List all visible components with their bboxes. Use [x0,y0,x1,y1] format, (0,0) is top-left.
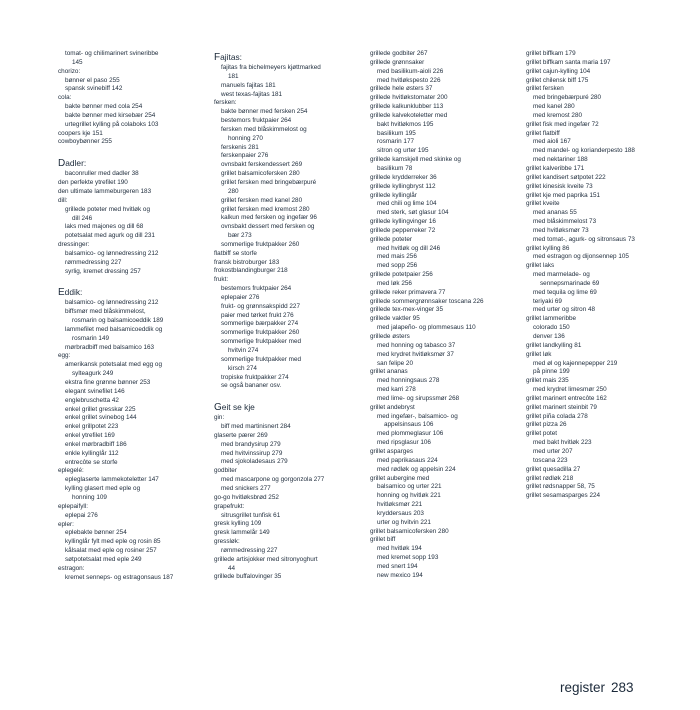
index-subentry: paier med tørket frukt 276 [221,311,294,319]
index-entry: grillet piña colada 278 [526,412,588,420]
index-subentry: teriyaki 69 [533,297,562,305]
index-subentry: med tomat-, agurk- og sitronsaus 73 [533,235,635,243]
index-subentry: med kremost 280 [533,111,583,119]
index-entry: gresk kylling 109 [214,520,262,528]
index-entry: grillet potet [526,430,558,438]
index-subentry: honning og hvitløk 221 [377,492,441,500]
index-subentry: med snert 194 [377,562,418,570]
index-entry: grillede østers [370,333,410,340]
index-subentry: med brandysirup 279 [221,440,281,448]
index-subentry: new mexico 194 [377,571,423,579]
index-entry: grillede buffalovinger 35 [214,573,282,581]
index-entry: chorizo: [58,67,81,75]
index-subentry: med hvitløk og dill 246 [377,244,441,252]
index-subentry: med hvitvinssirup 279 [221,449,283,457]
index-subentry: balsamico- og lønnedressing 212 [65,299,159,307]
index-subentry: entrecôte se storfe [65,458,118,466]
index-subentry: denver 136 [533,333,565,340]
index-subentry: rosmarin 177 [377,138,415,146]
index-subentry: kålsalat med eple og rosiner 257 [65,547,157,555]
index-subentry: se også bananer osv. [221,382,282,390]
index-subentry: kalkun med fersken og ingefær 96 [221,214,317,222]
index-subentry: 280 [228,187,239,195]
index-subentry: toscana 223 [533,456,568,464]
index-subentry: bakte bønner med cola 254 [65,103,143,111]
index-entry: den ultimate lammeburgeren 183 [58,187,152,195]
index-entry: grillet mais 235 [526,377,569,385]
index-entry: grillet marinert entrecôte 162 [526,394,607,402]
index-subentry: enkel ytrefilet 169 [65,432,115,440]
index-entry: grillet kandisert søtpotet 222 [526,173,606,181]
index-subentry: dill 246 [72,214,93,222]
index-column-4 [526,50,676,501]
index-subentry: med karri 278 [377,386,416,394]
index-subentry: biffsmør med blåskimmelost, [65,308,146,316]
index-subentry: eplebakte bønner 254 [65,529,127,537]
index-subentry: honning 109 [72,493,107,501]
index-subentry: 181 [228,72,239,80]
index-entry: grillede pepperreker 72 [370,226,436,234]
index-entry: gressløk: [214,538,240,546]
index-subentry: rosmarin og balsamicoeddik 189 [72,317,164,325]
index-subentry: sommerlige fruktpakker 260 [221,329,300,337]
index-entry: grillede kalkunklubber 113 [370,103,444,111]
index-subentry: ovnsbakt ferskendessert 269 [221,161,303,169]
index-entry: grillet aubergine med [370,474,430,482]
index-entry: grillet chilensk biff 175 [526,76,589,84]
footer-section-label: register [560,680,606,695]
index-subentry: bestemors fruktpaier 264 [221,117,292,125]
index-subentry: kremet senneps- og estragonsaus 187 [65,573,174,581]
index-subentry: sommerlige fruktpakker med [221,338,302,346]
index-column-2 [214,50,362,582]
index-entry: grillede kalvekoteletter med [370,111,448,119]
index-subentry: 44 [228,564,236,572]
index-subentry: ferskenis 281 [221,143,259,151]
index-entry: grillet løk [526,350,552,358]
index-subentry: med mais 256 [377,253,417,261]
index-subentry: med hvitløk 194 [377,545,422,553]
index-entry: grillet pizza 26 [526,421,567,429]
index-subentry: biff med martinisnert 284 [221,423,291,431]
index-entry: frokostblandingburger 218 [214,267,288,275]
index-entry: grillet rødløk 218 [526,474,574,482]
index-subentry: bakt hvitløkmos 195 [377,120,434,128]
index-entry: grillet biffkam santa maria 197 [526,58,611,66]
index-subentry: med tequila og lime 69 [533,288,597,296]
index-entry: dill: [58,196,68,204]
index-entry: grillede hele østers 37 [370,85,433,93]
index-subentry: med krydret limesmør 250 [533,386,607,394]
index-subentry: ovnsbakt dessert med fersken og [221,223,315,231]
index-subentry: elegant svinefilet 146 [65,387,125,395]
index-entry: grillet asparges [370,447,414,455]
index-column-3 [370,50,522,581]
index-entry: grillede artisjokker med sitronyoghurt [214,555,318,563]
index-entry: grillet kveite [526,200,560,208]
index-entry: grillede vaktler 95 [370,315,420,323]
index-subentry: grillet fersken med bringebærpuré [221,178,317,186]
index-entry: grillede reker primavera 77 [370,288,446,296]
index-subentry: hvitvin 274 [228,347,259,354]
index-subentry: grillede poteter med hvitløk og [65,205,150,213]
index-subentry: med sterk, søt glasur 104 [377,209,449,217]
index-entry: grapefrukt: [214,502,245,510]
section-letter-heading: Dadler: [58,158,87,170]
index-subentry: manuels fajitas 181 [221,81,276,89]
index-subentry: spansk svinebiff 142 [65,85,123,93]
index-subentry: enkel grillpotet 223 [65,423,119,431]
index-subentry: sitron og urter 195 [377,147,429,155]
index-entry: grillede kyllingbryst 112 [370,182,436,190]
index-entry: godbiter [214,467,237,475]
index-entry: grillet kylling 86 [526,244,570,252]
index-subentry: med kremet sopp 193 [377,554,439,562]
index-entry: grillet lammeribbe [526,315,577,323]
index-subentry: frukt- og grønnsakspidd 227 [221,302,300,310]
index-subentry: grillet balsamicofersken 280 [221,170,300,178]
index-subentry: eplepai 276 [65,511,98,519]
index-subentry: potetsalat med agurk og dill 231 [65,232,155,240]
index-entry: grillet laks [526,262,555,270]
index-subentry: rømmedressing 227 [221,546,278,554]
page-footer [560,680,634,695]
index-subentry: med sopp 256 [377,262,418,270]
index-entry: glaserte pærer 269 [214,431,268,439]
index-subentry: enkel grillet svinebog 144 [65,414,137,422]
index-entry: coopers kje 151 [58,129,103,137]
index-subentry: urter og hvitvin 221 [377,518,431,526]
index-entry: grillede godbiter 267 [370,50,428,57]
index-entry: grillet flatbiff [526,129,560,137]
index-entry: grillede krydderreker 36 [370,173,437,181]
index-entry: grillede tex-mex-vinger 35 [370,306,443,314]
index-subentry: lammefilet med balsamicoeddik og [65,325,163,333]
index-subentry: med mascarpone og gorgonzola 277 [221,476,325,484]
index-subentry: ferskenpaier 276 [221,152,269,160]
index-subentry: med ananas 55 [533,209,577,217]
index-subentry: amerikansk potetsalat med egg og [65,361,162,369]
index-subentry: mørbradbiff med balsamico 163 [65,343,155,351]
index-subentry: basilikum 195 [377,129,416,137]
index-entry: grillet quesadilla 27 [526,465,581,473]
index-entry: gin: [214,414,225,422]
index-subentry: med bringebærpuré 280 [533,94,602,102]
index-subentry: epleglaserte lammekoteletter 147 [65,476,159,484]
index-subentry: med estragon og dijonsennep 105 [533,253,629,261]
index-subentry: kryddersaus 203 [377,509,424,517]
index-entry: grillede sommergrønnsaker toscana 226 [370,297,484,305]
index-subentry: med plommeglasur 106 [377,430,444,438]
index-subentry: med kanel 280 [533,103,575,111]
index-entry: grillede poteter [370,235,412,243]
index-subentry: med snickers 277 [221,484,271,492]
index-entry: flatbiff se storfe [214,249,257,257]
index-subentry: grillet fersken med kremost 280 [221,205,310,213]
section-letter-heading: Eddik: [58,287,83,299]
index-subentry: bær 273 [228,232,252,240]
index-subentry: balsamico og urter 221 [377,483,442,491]
index-entry: grillet biff [370,536,396,544]
index-subentry: balsamico- og lønnedressing 212 [65,249,159,257]
index-subentry: med rødløk og appelsin 224 [377,465,456,473]
index-entry: grillet marinert steinbit 79 [526,403,597,411]
index-entry: grillet sesamasparges 224 [526,492,601,500]
index-entry: frukt: [214,276,229,284]
index-subentry: basilikum 78 [377,164,413,172]
index-entry: grillet ananas [370,368,408,376]
index-entry: egg: [58,352,71,360]
index-subentry: med sjokoladesaus 279 [221,458,288,466]
index-entry: grillet balsamicofersken 280 [370,527,449,535]
index-subentry: med øl og kajennepepper 219 [533,359,618,367]
index-subentry: tomat- og chilimarinert svineribbe [65,50,159,57]
index-entry: grillet rødsnapper 58, 75 [526,483,595,491]
index-subentry: sommerlige fruktpakker 260 [221,240,300,248]
index-subentry: sylteagurk 249 [72,370,114,378]
index-subentry: bønner el paso 255 [65,76,120,84]
index-entry: grillede grønnsaker [370,58,425,66]
index-entry: grillede potetpaier 256 [370,271,433,279]
index-subentry: honning 270 [228,134,263,142]
index-subentry: med urter og sitron 48 [533,306,596,314]
index-entry: grillet kinesisk kveite 73 [526,182,593,190]
index-subentry: kirsch 274 [228,364,257,372]
index-subentry: med marmelade- og [533,271,590,279]
index-entry: cola: [58,94,72,102]
index-subentry: med hvitløksmør 73 [533,226,589,234]
index-subentry: colorado 150 [533,324,570,332]
index-subentry: laks med majones og dill 68 [65,223,144,231]
page-number: 283 [611,680,634,695]
index-entry: grillet kje med paprika 151 [526,191,601,199]
index-subentry: med basilikum-aioli 226 [377,67,444,75]
index-entry: grillet biffkam 179 [526,50,576,57]
index-subentry: med blåskimmelost 73 [533,218,597,226]
index-subentry: enkle kyllinglår 112 [65,449,119,457]
index-entry: go-go hvitløksbrød 252 [214,493,279,501]
index-entry: grillet andebryst [370,403,415,411]
index-subentry: rømmedressing 227 [65,258,122,266]
index-subentry: på pinne 199 [533,368,570,376]
index-subentry: med urter 207 [533,447,573,455]
index-subentry: med krydret hvitløksmør 37 [377,350,454,358]
index-subentry: med ingefær-, balsamico- og [377,412,458,420]
index-entry: den perfekte ytrefilet 190 [58,179,128,187]
index-subentry: med lime- og sirupssmør 268 [377,394,460,402]
index-subentry: hvitløksmør 221 [377,501,423,509]
index-entry: gresk lammelår 149 [214,529,270,537]
index-subentry: bestemors fruktpaier 264 [221,285,292,293]
index-subentry: baconruller med dadler 38 [65,170,139,178]
index-entry: eplegelé: [58,467,84,475]
index-subentry: west texas-fajitas 181 [221,90,282,98]
index-entry: epler: [58,520,74,528]
index-entry: eplepaifyll: [58,502,88,510]
index-subentry: enkel grillet gresskar 225 [65,405,136,413]
index-entry: grillet cajun-kylling 104 [526,67,591,75]
index-subentry: appelsinsaus 106 [384,421,434,429]
section-spacer [58,276,198,285]
index-subentry: 145 [72,58,83,66]
index-entry: grillede kamskjell med skinke og [370,156,461,164]
index-subentry: med nektariner 188 [533,156,588,164]
index-entry: grillet landkylling 81 [526,341,582,349]
index-subentry: med bakt hvitløk 223 [533,439,592,447]
index-subentry: sommerlige fruktpakker med [221,355,302,363]
index-subentry: kylling glasert med eple og [65,485,141,493]
index-subentry: med paprikasaus 224 [377,456,438,464]
index-column-1 [58,50,198,582]
index-subentry: enkel mørbradbiff 186 [65,440,127,448]
index-subentry: med honningsaus 278 [377,377,440,385]
index-subentry: med aioli 167 [533,138,571,146]
index-entry: fersken: [214,99,237,107]
index-subentry: med løk 256 [377,279,412,287]
index-subentry: med honning og tabasco 37 [377,341,456,349]
index-subentry: rosmarin 149 [72,334,110,342]
index-subentry: med jalapeño- og plommesaus 110 [377,324,476,332]
index-entry: grillede kyllingvinger 16 [370,218,436,226]
index-entry: dressinger: [58,241,90,249]
index-subentry: sennepsmarinade 69 [540,279,600,287]
index-subentry: englebruschetta 42 [65,396,119,404]
section-letter-heading: Geit se kje [214,402,255,414]
index-subentry: med mandel- og korianderpesto 188 [533,147,635,155]
index-subentry: fersken med blåskimmelost og [221,125,307,133]
index-subentry: kyllinglår fylt med eple og rosin 85 [65,538,161,546]
index-subentry: syrlig, kremet dressing 257 [65,267,141,275]
index-subentry: san felipe 20 [377,359,413,367]
index-subentry: tropiske fruktpakker 274 [221,373,289,381]
index-entry: cowboybønner 255 [58,138,112,146]
index-subentry: eplepaier 276 [221,293,260,301]
index-entry: fransk bistroburger 183 [214,258,280,266]
index-entry: grillede hvitløkstomater 200 [370,94,448,102]
section-spacer [58,147,198,156]
index-subentry: bakte bønner med fersken 254 [221,108,308,116]
index-subentry: med hvitløkspesto 226 [377,76,441,84]
index-entry: grillede kyllinglår [370,191,417,199]
index-subentry: urtegrillet kylling på colaboks 103 [65,120,159,128]
index-subentry: med ripsglasur 106 [377,439,431,447]
index-entry: estragon: [58,564,85,572]
section-spacer [214,391,362,400]
index-subentry: ekstra fine grønne bønner 253 [65,379,151,386]
index-subentry: sitrusgrillet tunfisk 61 [221,511,281,519]
section-letter-heading: Fajitas: [214,52,242,63]
index-subentry: med chili og lime 104 [377,200,437,208]
index-subentry: sommerlige bærpakker 274 [221,320,299,328]
index-subentry: søtpotetsalat med eple 249 [65,555,142,563]
index-entry: grillet kalveribbe 171 [526,164,585,172]
index-subentry: grillet fersken med kanel 280 [221,196,303,204]
index-subentry: bakte bønner med kirsebær 254 [65,111,156,119]
index-entry: grillet fisk med ingefær 72 [526,120,599,128]
index-entry: grillet fersken [526,85,564,93]
index-subentry: fajitas fra bichelmeyers kjøttmarked [221,64,321,71]
